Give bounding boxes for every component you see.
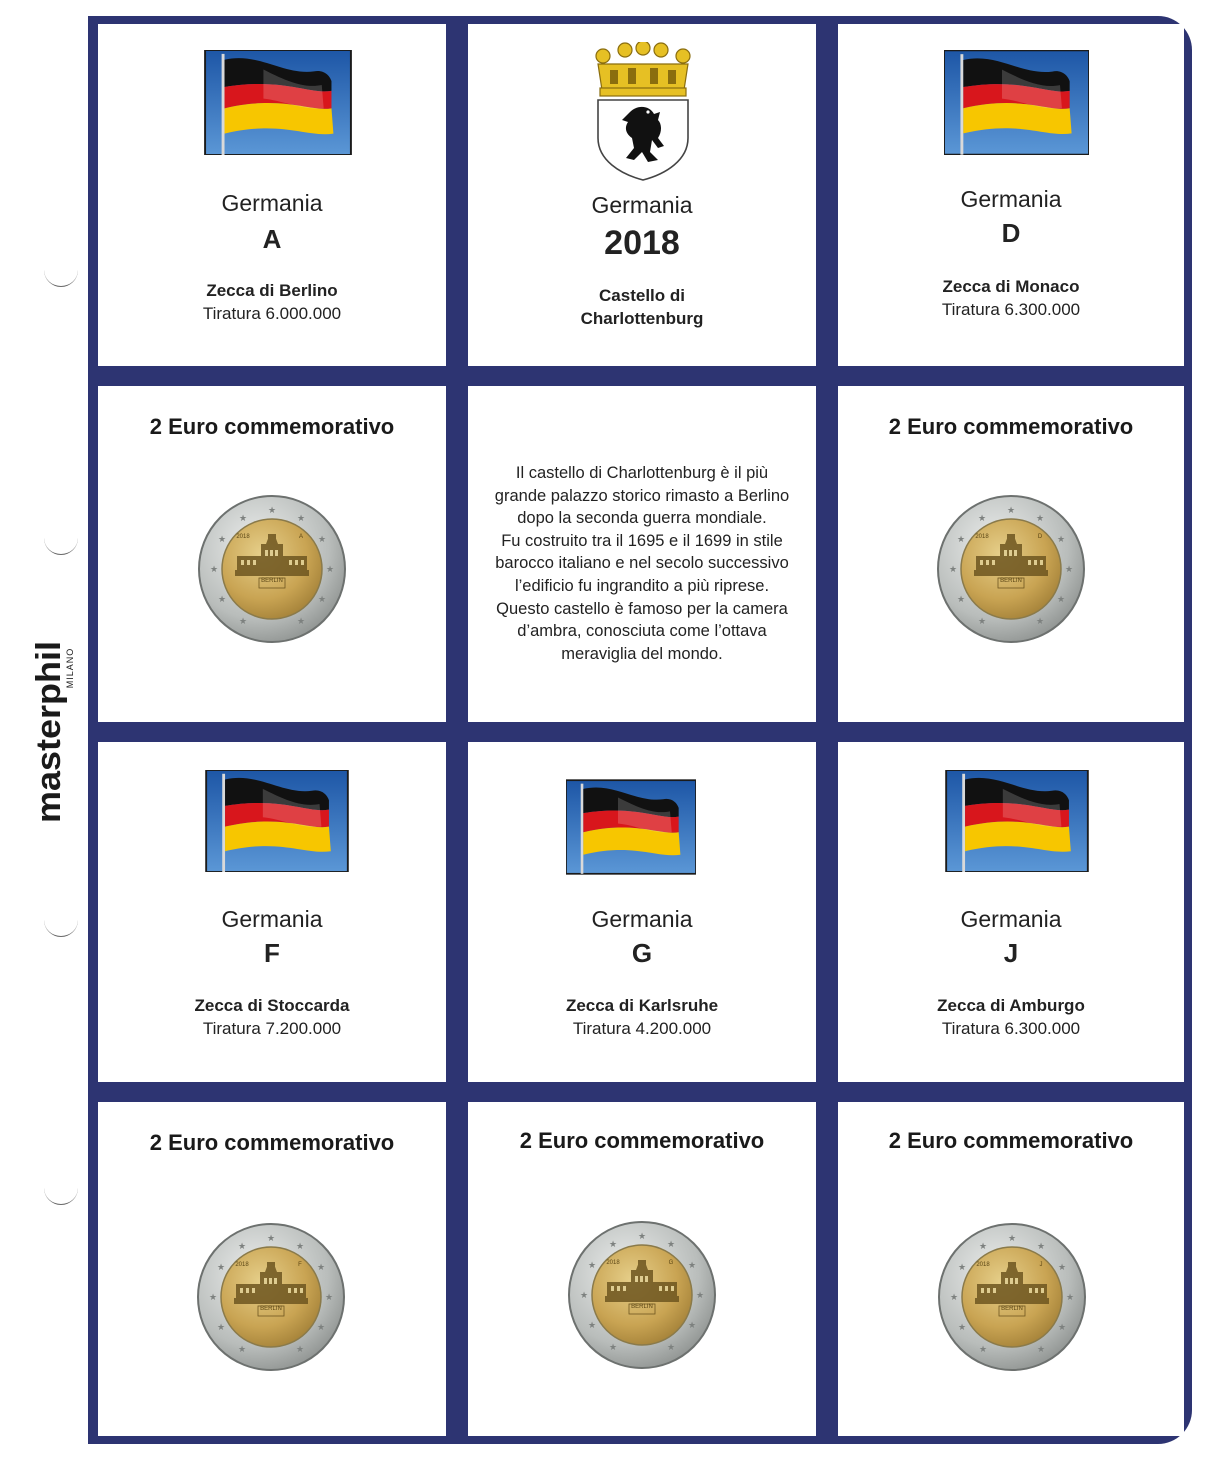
description-text: Il castello di Charlottenburg è il più grande palazzo storico rimasto a Berlino dopo la seconda guerra mondiale. Fu costruito tra il 1695 e il 1699 in stile barocco italiano e nel secolo successivo l’edificio fu ingrandito a più riprese. Questo castello è famoso per la camera d’ambra, conosciuta come l’ottava meraviglia del mondo. bbox=[494, 464, 790, 663]
coin-title: 2 Euro commemorativo bbox=[519, 1128, 765, 1153]
svg-text:BERLIN: BERLIN bbox=[1001, 1306, 1023, 1312]
coin-title: 2 Euro commemorativo bbox=[149, 1130, 395, 1155]
cell-mint-j-info bbox=[838, 742, 1184, 1082]
cell-coin-a bbox=[98, 386, 446, 722]
coin-title: 2 Euro commemorativo bbox=[149, 414, 395, 439]
mint-letter: J bbox=[1003, 938, 1019, 968]
german-flag-icon bbox=[203, 50, 353, 155]
cell-coin-f bbox=[98, 1102, 446, 1436]
country-label: Germania bbox=[960, 186, 1062, 212]
country-label: Germania bbox=[960, 906, 1062, 932]
mint-letter: F bbox=[264, 938, 280, 968]
svg-text:J: J bbox=[1039, 1262, 1043, 1268]
svg-text:BERLIN: BERLIN bbox=[261, 578, 283, 584]
binder-hole-1 bbox=[44, 268, 78, 287]
mint-letter: D bbox=[1001, 218, 1021, 248]
mint-name: Zecca di Berlino bbox=[206, 281, 338, 300]
coin-image-j bbox=[937, 1222, 1087, 1372]
cell-coin-g bbox=[468, 1102, 816, 1436]
mintage-text: Tiratura 6.300.000 bbox=[941, 300, 1081, 319]
cell-mint-f-info bbox=[98, 742, 446, 1082]
mint-letter: A bbox=[262, 224, 282, 254]
mint-name: Zecca di Monaco bbox=[942, 277, 1080, 296]
cell-mint-a-info bbox=[98, 24, 446, 366]
cell-mint-d-info bbox=[838, 24, 1184, 366]
svg-text:BERLIN: BERLIN bbox=[631, 1304, 653, 1310]
coin-image-a bbox=[197, 494, 347, 644]
coin-image-d bbox=[936, 494, 1086, 644]
svg-text:MILANO: MILANO bbox=[65, 647, 75, 689]
issue-year: 2018 bbox=[604, 224, 680, 262]
berlin-coat-of-arms-icon bbox=[588, 42, 698, 182]
theme-line-1: Castello di bbox=[599, 286, 685, 305]
cell-coin-d bbox=[838, 386, 1184, 722]
coin-title: 2 Euro commemorativo bbox=[888, 1128, 1134, 1153]
mint-name: Zecca di Stoccarda bbox=[194, 996, 350, 1015]
svg-text:D: D bbox=[1037, 534, 1043, 540]
svg-text:masterphil: masterphil bbox=[30, 651, 68, 823]
svg-text:BERLIN: BERLIN bbox=[1000, 578, 1022, 584]
mintage-text: Tiratura 6.000.000 bbox=[202, 304, 342, 323]
coin-image-f bbox=[196, 1222, 346, 1372]
album-page-frame bbox=[88, 16, 1192, 1444]
svg-text:2018: 2018 bbox=[236, 534, 250, 540]
mint-letter: G bbox=[631, 938, 653, 968]
mint-name: Zecca di Amburgo bbox=[937, 996, 1085, 1015]
svg-text:BERLIN: BERLIN bbox=[260, 1306, 282, 1312]
cell-issue-info bbox=[468, 24, 816, 366]
svg-text:F: F bbox=[298, 1262, 302, 1268]
svg-text:2018: 2018 bbox=[606, 1260, 620, 1266]
binder-hole-3 bbox=[44, 918, 78, 937]
svg-text:2018: 2018 bbox=[235, 1262, 249, 1268]
german-flag-icon bbox=[944, 770, 1090, 872]
cell-description bbox=[468, 386, 816, 722]
svg-text:G: G bbox=[668, 1260, 674, 1266]
cell-coin-j bbox=[838, 1102, 1184, 1436]
country-label: Germania bbox=[591, 906, 693, 932]
coin-title: 2 Euro commemorativo bbox=[888, 414, 1134, 439]
cell-mint-g-info bbox=[468, 742, 816, 1082]
mintage-text: Tiratura 7.200.000 bbox=[202, 1019, 342, 1038]
mintage-text: Tiratura 6.300.000 bbox=[941, 1019, 1081, 1038]
german-flag-icon bbox=[944, 50, 1089, 155]
svg-text:A: A bbox=[298, 534, 304, 540]
mint-name: Zecca di Karlsruhe bbox=[565, 996, 719, 1015]
svg-text:2018: 2018 bbox=[976, 1262, 990, 1268]
country-label: Germania bbox=[221, 906, 323, 932]
binder-hole-2 bbox=[44, 536, 78, 555]
country-label: Germania bbox=[591, 192, 693, 218]
svg-text:2018: 2018 bbox=[975, 534, 989, 540]
german-flag-icon bbox=[202, 770, 352, 872]
coin-image-g bbox=[567, 1220, 717, 1370]
mintage-text: Tiratura 4.200.000 bbox=[572, 1019, 712, 1038]
masterphil-logo bbox=[18, 640, 93, 825]
german-flag-icon bbox=[566, 772, 696, 882]
country-label: Germania bbox=[221, 190, 323, 216]
theme-line-2: Charlottenburg bbox=[580, 309, 704, 328]
binder-hole-4 bbox=[44, 1186, 78, 1205]
